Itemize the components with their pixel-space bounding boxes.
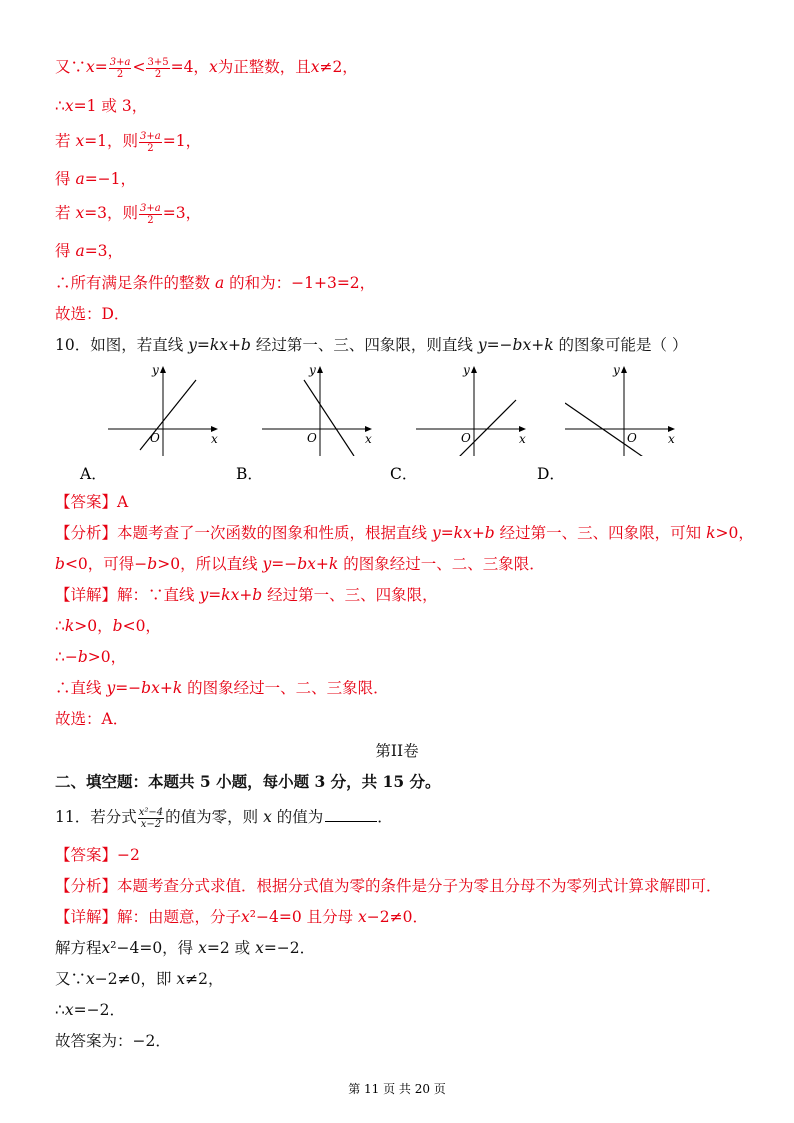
graph-c	[416, 366, 526, 456]
option-b-label: B．	[236, 465, 263, 483]
detail-11-line-4: ∴x=−2．	[55, 1001, 125, 1019]
svg-text:O: O	[627, 431, 637, 445]
detail-11-line-3: 又∵x−2≠0，即 x≠2，	[55, 970, 224, 988]
solution-line-5: 若 x=3，则 $\frac{3+a}{2}$ =3，	[55, 202, 202, 226]
detail-11-line-2: 解方程x²−4=0，得 x=2 或 x=−2．	[55, 939, 316, 957]
svg-text:x: x	[211, 432, 218, 446]
detail-10-line-1: 【详解】解：∵直线 y=kx+b 经过第一、三、四象限，	[55, 586, 438, 604]
answer-11: 【答案】−2	[55, 846, 140, 864]
graph-b	[262, 366, 372, 456]
solution-line-4: 得 a=−1，	[55, 170, 137, 188]
svg-text:x: x	[365, 432, 372, 446]
svg-text:y: y	[152, 366, 159, 377]
analysis-10-line-1: 【分析】本题考查了一次函数的图象和性质，根据直线 y=kx+b 经过第一、三、四象限，可知 k>0，	[55, 524, 754, 542]
svg-text:y: y	[463, 366, 470, 377]
detail-10-line-4: ∴直线 y=−bx+k 的图象经过一、二、三象限．	[55, 679, 389, 697]
solution-line-7: ∴所有满足条件的整数 a 的和为：−1+3=2，	[55, 274, 376, 292]
question-11: 11．若分式 $\frac{\text{x²−4}}{x-2}$ 的值为零，则 x 的值为 ．	[55, 806, 393, 830]
answer-blank	[325, 807, 377, 822]
solution-line-3: 若 x=1，则 $\frac{3+a}{2}$ =1，	[55, 130, 202, 154]
solution-line-1: 又∵x= $\frac{3+a}{2}$ < $\frac{3+5}{2}$ =4，x为正整数，且x≠2，	[55, 56, 358, 80]
graph-a	[108, 366, 218, 456]
svg-text:x: x	[519, 432, 526, 446]
svg-text:O: O	[461, 431, 471, 445]
detail-11-line-5: 故答案为：−2．	[55, 1032, 171, 1050]
svg-text:O: O	[150, 431, 160, 445]
svg-text:O: O	[307, 431, 317, 445]
option-c-label: C．	[390, 465, 418, 483]
solution-line-2: ∴x=1 或 3，	[55, 97, 148, 115]
svg-text:y: y	[309, 366, 316, 377]
graph-d	[565, 366, 675, 456]
page-footer: 第 11 页 共 20 页	[348, 1082, 446, 1096]
answer-10: 【答案】A	[55, 493, 129, 511]
question-10: 10．如图，若直线 y=kx+b 经过第一、三、四象限，则直线 y=−bx+k 的图象可能是（ ）	[55, 336, 688, 354]
option-d-label: D．	[537, 465, 565, 483]
detail-11-line-1: 【详解】解：由题意，分子x²−4=0 且分母 x−2≠0．	[55, 908, 428, 926]
detail-10-line-5: 故选：A．	[55, 710, 129, 728]
detail-10-line-2: ∴k>0，b<0，	[55, 617, 161, 635]
svg-text:x: x	[668, 432, 675, 446]
solution-line-8: 故选：D．	[55, 305, 130, 323]
svg-text:y: y	[613, 366, 620, 377]
solution-line-6: 得 a=3，	[55, 242, 124, 260]
section-title: 第II卷	[375, 742, 419, 760]
detail-10-line-3: ∴−b>0，	[55, 648, 127, 666]
option-a-label: A．	[80, 465, 107, 483]
analysis-11: 【分析】本题考查分式求值．根据分式值为零的条件是分子为零且分母不为零列式计算求解即可．	[55, 877, 722, 895]
analysis-10-line-2: b<0，可得−b>0，所以直线 y=−bx+k 的图象经过一、二、三象限．	[55, 555, 545, 573]
part-2-heading: 二、填空题：本题共 5 小题，每小题 3 分，共 15 分。	[55, 772, 441, 791]
